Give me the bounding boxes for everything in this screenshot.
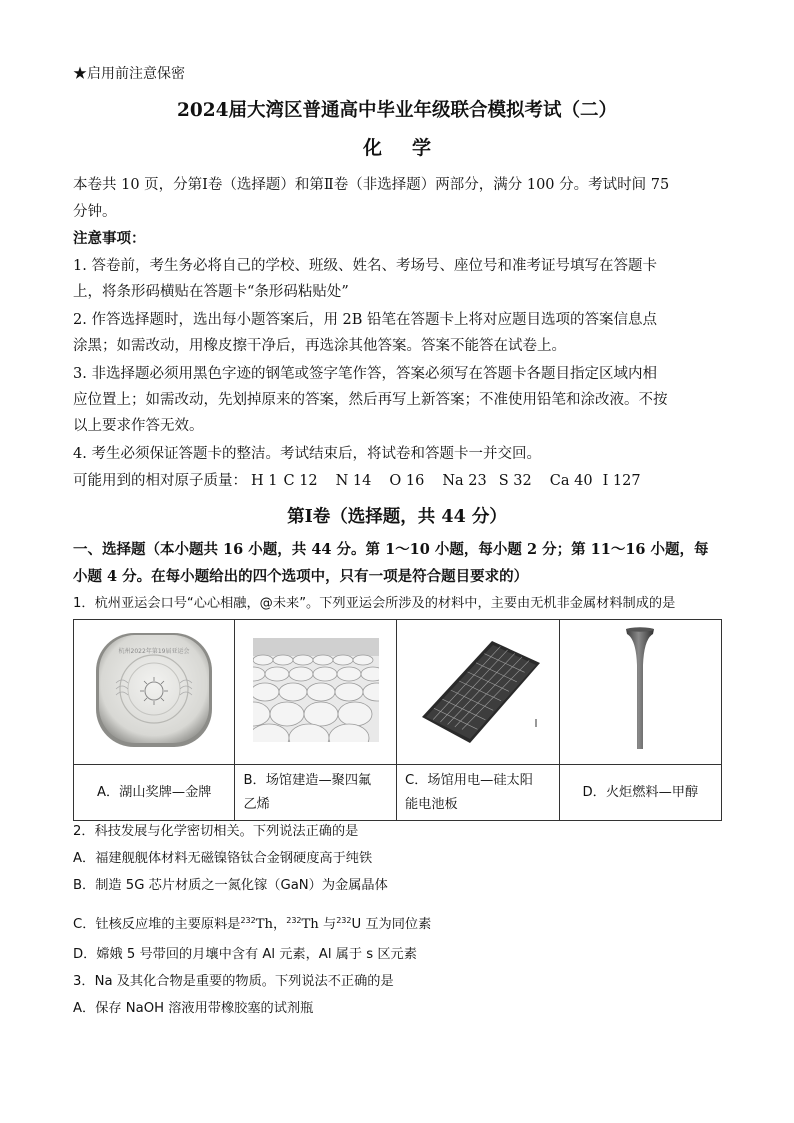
element-symbol: U 互为同位素 [351,917,432,932]
intro-line-1: 本卷共 10 页，分第Ⅰ卷（选择题）和第Ⅱ卷（非选择题）两部分，满分 100 分。考试时间 75 [73,177,670,193]
gold-medal-image [92,629,216,751]
question-2-option-a: A．福建舰舰体材料无磁镍铬钛合金钢硬度高于纯铁 [73,851,373,866]
mass-number: 232 [336,916,352,925]
note-line: 以上要求作答无效。 [73,418,204,434]
element-symbol: Th， [255,917,287,932]
section-heading-line-1: 一、选择题（本小题共 16 小题，共 44 分。第 1～10 小题，每小题 2 分；第 11～16 小题，每 [73,541,709,558]
option-c-label-cont: 能电池板 [405,796,458,812]
option-d-image-cell [559,620,721,765]
intro-line-2: 分钟。 [73,204,117,220]
option-c-text: C．钍核反应堆的主要原料是 [73,917,241,932]
note-line: 应位置上；如需改动，先划掉原来的答案，然后再写上新答案；不准使用铅笔和涂改液。不按 [73,392,668,408]
note-line: 4. 考生必须保证答题卡的整洁。考试结束后，将试卷和答题卡一并交回。 [73,446,541,462]
atomic-mass-item: Na 23 [442,473,487,489]
mass-number: 232 [240,916,256,925]
exam-title: 2024届大湾区普通高中毕业年级联合模拟考试（二） [177,100,617,121]
question-3-stem: 3．Na 及其化合物是重要的物质。下列说法不正确的是 [73,974,394,989]
secret-notice: ★启用前注意保密 [73,66,185,82]
atomic-masses [73,471,655,491]
question-2-stem: 2．科技发展与化学密切相关。下列说法正确的是 [73,824,359,839]
atomic-mass-item: I 127 [602,473,641,489]
note-line: 上，将条形码横贴在答题卡“条形码粘贴处” [73,284,349,300]
section-heading-line-2: 小题 4 分。在每小题给出的四个选项中，只有一项是符合题目要求的） [73,568,529,585]
option-c-label: C．场馆用电—硅太阳 [405,772,533,788]
atomic-mass-item: C 12 [283,473,318,489]
subject-title: 化学 [362,137,461,159]
question-1-options-table [73,619,722,821]
medal-engraving: 杭州2022年第19届亚运会 [118,648,190,655]
notes-heading: 注意事项： [73,230,146,247]
note-line: 1. 答卷前，考生务必将自己的学校、班级、姓名、考场号、座位号和准考证号填写在答题卡 [73,258,657,274]
question-2-option-d: D．嫦娥 5 号带回的月壤中含有 Al 元素，Al 属于 s 区元素 [73,947,417,962]
note-line: 涂黑；如需改动，用橡皮擦干净后，再选涂其他答案。答案不能答在试卷上。 [73,338,566,354]
solar-panel-image [410,635,546,745]
option-a-label: A．湖山奖牌—金牌 [96,784,212,800]
atomic-masses-label: 可能用到的相对原子质量： [73,473,247,489]
question-1-stem: 1．杭州亚运会口号“心心相融，@未来”。下列亚运会所涉及的材料中，主要由无机非金属材料制成的是 [73,596,676,611]
element-symbol: Th 与 [301,917,337,932]
option-b-caption-cell [235,765,397,821]
option-b-label: B．场馆建造—聚四氟 [243,772,372,788]
atomic-mass-item: N 14 [335,473,372,489]
torch-image [620,625,660,755]
part1-title: 第Ⅰ卷（选择题，共 44 分） [287,507,507,527]
option-d-label: D．火炬燃料—甲醇 [582,784,699,800]
option-a-caption-cell [74,765,235,821]
question-2-option-b: B．制造 5G 芯片材质之一氮化镓（GaN）为金属晶体 [73,878,388,893]
atomic-mass-item: O 16 [389,473,425,489]
note-line: 3. 非选择题必须用黑色字迹的钢笔或签字笔作答，答案必须写在答题卡各题目指定区域内相 [73,366,657,382]
option-c-image-cell [397,620,560,765]
atomic-mass-item: H 1 [251,473,278,489]
mass-number: 232 [286,916,302,925]
atomic-mass-item: Ca 40 [549,473,593,489]
atomic-mass-item: S 32 [498,473,532,489]
option-b-image-cell [235,620,397,765]
stadium-roof-image [253,638,379,742]
option-d-caption-cell [559,765,721,821]
note-line: 2. 作答选择题时，选出每小题答案后，用 2B 铅笔在答题卡上将对应题目选项的答案信息点 [73,312,658,328]
option-a-image-cell [74,620,235,765]
option-c-caption-cell [397,765,560,821]
question-2-option-c [73,911,431,935]
option-b-label-cont: 乙烯 [243,796,270,812]
question-3-option-a: A．保存 NaOH 溶液用带橡胶塞的试剂瓶 [73,1001,314,1016]
